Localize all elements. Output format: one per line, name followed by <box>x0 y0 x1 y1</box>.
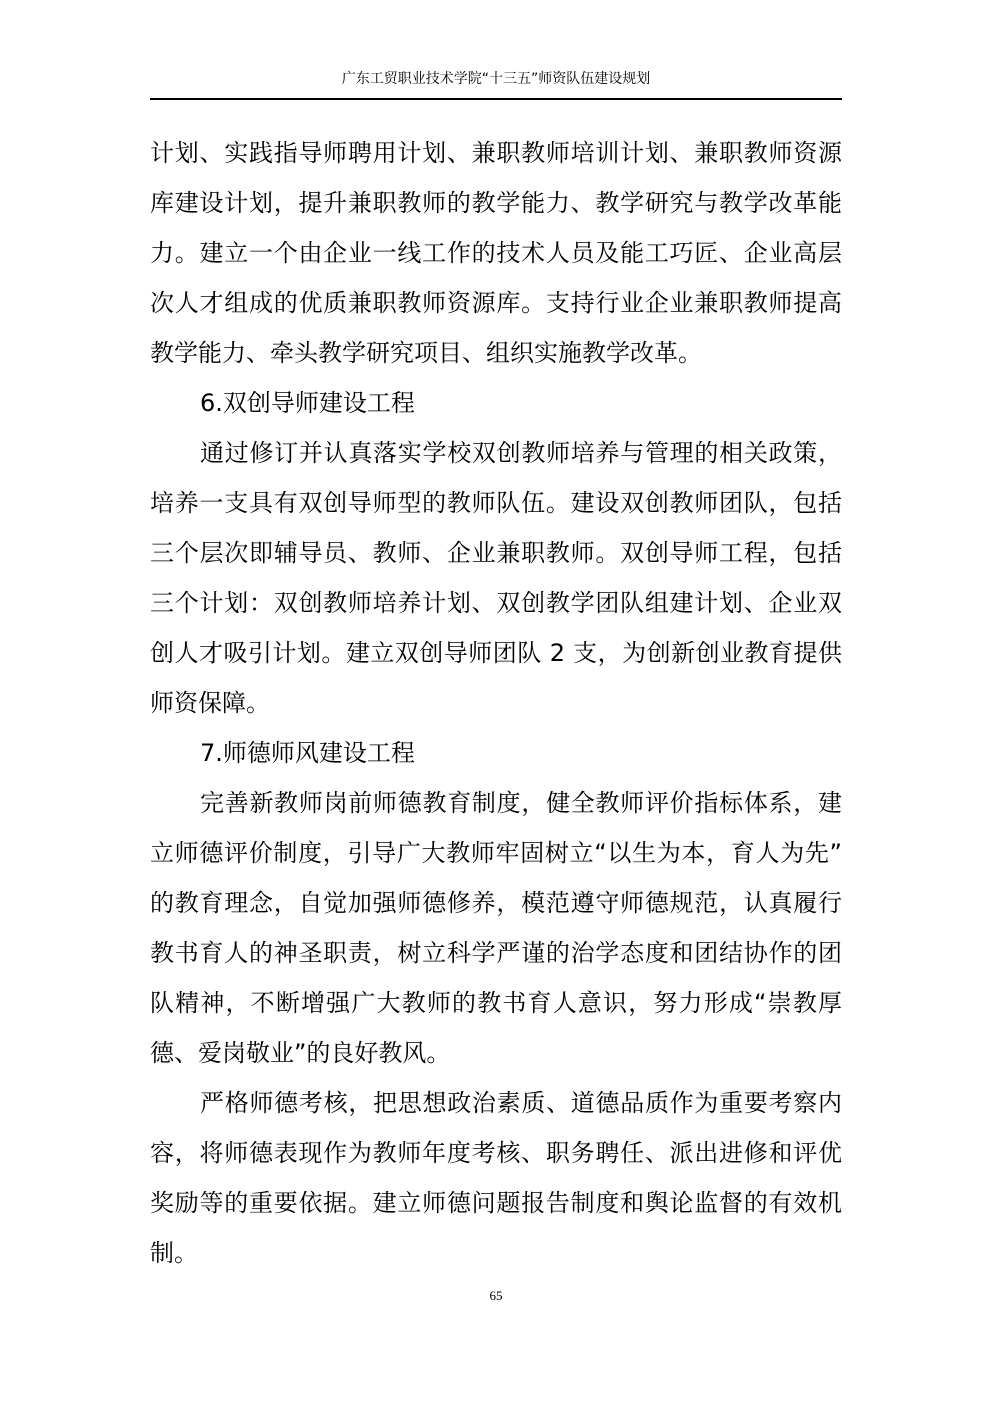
page-header: 广东工贸职业技术学院“十三五”师资队伍建设规划 <box>341 71 651 87</box>
text-line: 立师德评价制度，引导广大教师牢固树立“以生为本，育人为先” <box>150 839 842 867</box>
section-heading-7: 7.师德师风建设工程 <box>200 739 415 767</box>
text-line: 制。 <box>150 1239 198 1267</box>
text-line: 创人才吸引计划。建立双创导师团队 2 支，为创新创业教育提供 <box>150 639 842 667</box>
text-line: 库建设计划，提升兼职教师的教学能力、教学研究与教学改革能 <box>150 189 842 217</box>
section-heading-6: 6.双创导师建设工程 <box>200 389 415 417</box>
text-line: 计划、实践指导师聘用计划、兼职教师培训计划、兼职教师资源 <box>150 139 842 167</box>
text-line: 次人才组成的优质兼职教师资源库。支持行业企业兼职教师提高 <box>150 289 842 317</box>
text-line: 培养一支具有双创导师型的教师队伍。建设双创教师团队，包括 <box>150 489 842 517</box>
text-line: 通过修订并认真落实学校双创教师培养与管理的相关政策， <box>200 439 842 467</box>
text-line: 教书育人的神圣职责，树立科学严谨的治学态度和团结协作的团 <box>150 939 842 967</box>
text-line: 队精神，不断增强广大教师的教书育人意识，努力形成“崇教厚 <box>150 989 842 1017</box>
text-line: 的教育理念，自觉加强师德修养，模范遵守师德规范，认真履行 <box>150 889 842 917</box>
page-number: 65 <box>489 1288 503 1303</box>
text-line: 严格师德考核，把思想政治素质、道德品质作为重要考察内 <box>200 1089 842 1117</box>
text-line: 教学能力、牵头教学研究项目、组织实施教学改革。 <box>150 339 702 367</box>
text-line: 容，将师德表现作为教师年度考核、职务聘任、派出进修和评优 <box>150 1139 842 1167</box>
text-line: 三个层次即辅导员、教师、企业兼职教师。双创导师工程，包括 <box>150 539 842 567</box>
text-line: 师资保障。 <box>150 689 270 717</box>
text-line: 三个计划：双创教师培养计划、双创教学团队组建计划、企业双 <box>150 589 842 617</box>
text-line: 德、爱岗敬业”的良好教风。 <box>150 1039 451 1067</box>
header-rule <box>150 98 842 100</box>
text-line: 奖励等的重要依据。建立师德问题报告制度和舆论监督的有效机 <box>150 1189 842 1217</box>
text-line: 完善新教师岗前师德教育制度，健全教师评价指标体系，建 <box>200 789 842 817</box>
body-text <box>150 128 842 1278</box>
text-line: 力。建立一个由企业一线工作的技术人员及能工巧匠、企业高层 <box>150 239 842 267</box>
